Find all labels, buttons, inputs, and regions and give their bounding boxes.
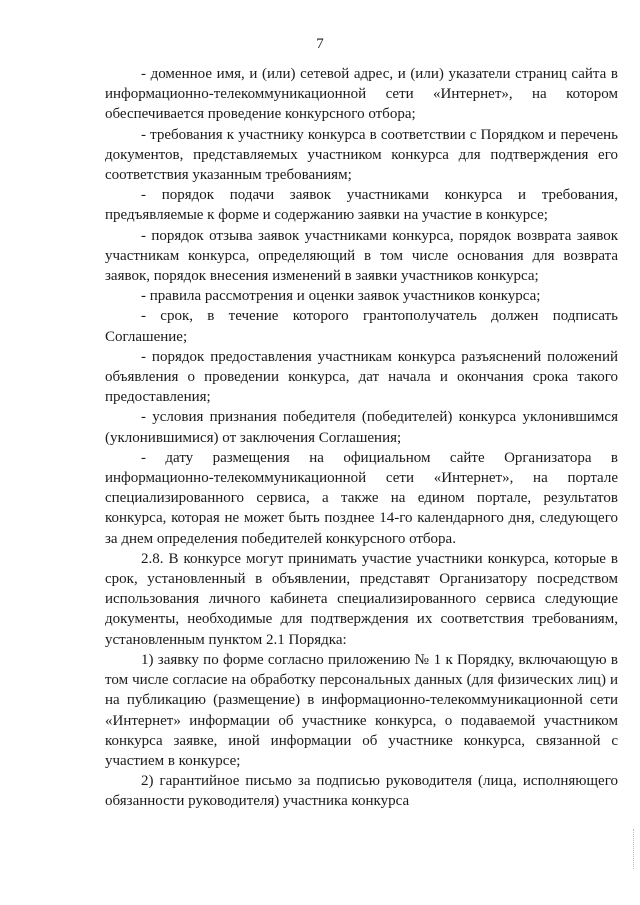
paragraph-application-withdrawal: - порядок отзыва заявок участниками конкурса, порядок возврата заявок участникам конкурса, определяющий в том числе основания для возврата заявок, порядок внесения изменений в заявки участников конкурса;	[105, 227, 618, 285]
paragraph-results-date: - дату размещения на официальном сайте Организатора в информационно-телекоммуникационной сети «Интернет», на портале специализированного сервиса, а также на едином портале, результатов конкурса, которая не может быть позднее 14-го календарного дня, следующего за днем определения победителей конкурсного отбора.	[105, 449, 618, 547]
paragraph-evasion-conditions: - условия признания победителя (победителей) конкурса уклонившимся (уклонившимися) от заключения Соглашения;	[105, 409, 618, 446]
paragraph-clarifications: - порядок предоставления участникам конкурса разъяснений положений объявления о проведении конкурса, дат начала и окончания срока такого предоставления;	[105, 348, 618, 406]
scan-edge-mark	[627, 829, 634, 869]
paragraph-domain-name: - доменное имя, и (или) сетевой адрес, и (или) указатели страниц сайта в информационно-телекоммуникационной сети «Интернет», на котором обеспечивается проведение конкурсного отбора;	[105, 66, 618, 123]
paragraph-review-rules: - правила рассмотрения и оценки заявок участников конкурса;	[141, 288, 541, 305]
document-body	[105, 64, 618, 812]
paragraph-participant-requirements: - требования к участнику конкурса в соответствии с Порядком и перечень документов, представляемых участником конкурса для подтверждения его соответствия указанным требованиям;	[105, 126, 618, 184]
paragraph-item-1-application: 1) заявку по форме согласно приложению № 1 к Порядку, включающую в том числе согласие на обработку персональных данных (для физических лиц) и на публикацию (размещение) в информационно-телекоммуникационной сети «Интернет» информации об участнике конкурса, о подаваемой участником конкурса заявке, иной информации об участнике конкурса, связанной с участием в конкурсе;	[105, 651, 618, 769]
page-number: 7	[316, 36, 324, 52]
paragraph-signing-term: - срок, в течение которого грантополучатель должен подписать Соглашение;	[105, 308, 618, 345]
paragraph-item-2-guarantee-letter: 2) гарантийное письмо за подписью руководителя (лица, исполняющего обязанности руководителя) участника конкурса	[105, 773, 618, 810]
paragraph-section-2-8: 2.8. В конкурсе могут принимать участие участники конкурса, которые в срок, установленный в объявлении, представят Организатору посредством использования личного кабинета специализированного сервиса следующие документы, необходимые для подтверждения их соответствия требованиям, установленным пунктом 2.1 Порядка:	[105, 550, 618, 648]
paragraph-application-submission: - порядок подачи заявок участниками конкурса и требования, предъявляемые к форме и содержанию заявки на участие в конкурсе;	[105, 187, 618, 224]
